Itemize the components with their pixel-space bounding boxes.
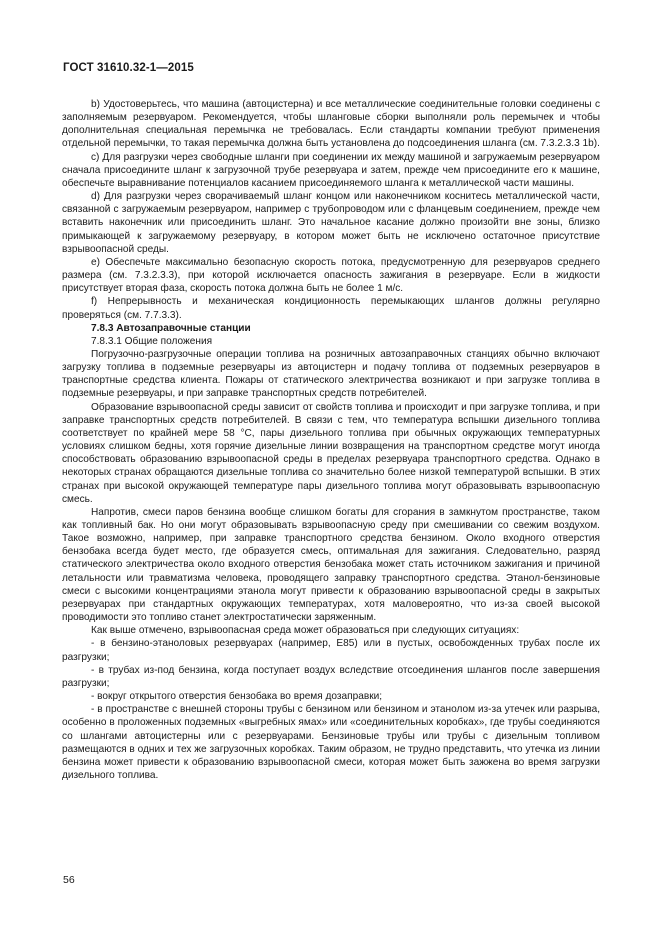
standard-header: ГОСТ 31610.32-1—2015 bbox=[63, 62, 194, 74]
paragraph: Как выше отмечено, взрывоопасная среда может образоваться при следующих ситуациях: bbox=[91, 625, 520, 637]
paragraph: b) Удостоверьтесь, что машина (автоцистерна) и все металлические соединительные головки соединены с заполняемым резервуаром. Рекомендуется, чтобы шланговые сборки выполняли роль перемычек и чтобы дополнительная специальная перемычка не требовалась. Если стандарты компании требуют применения отдельной перемычки, то такая перемычка должна быть установлена до подсоединения шланга (см. 7.3.2.3.3 1b). bbox=[62, 99, 600, 150]
section-heading: 7.8.3 Автозаправочные станции bbox=[91, 322, 251, 334]
paragraph: Напротив, смеси паров бензина вообще слишком богаты для сгорания в замкнутом пространстве, таком как топливный бак. Но они могут образовывать взрывоопасную среду при смешивании со свежим воздухом. Такое возможно, например, при заправке транспортного средства бензином. Около входного отверстия бензобака всегда будет место, где образуется смесь, оптимальная для зажигания. Следовательно, разряд статического электричества около входного отверстия бензобака может стать источником зажигания и причиной летальности или травматизма человека, проводящего заправку транспортного средства. Этанол-бензиновые смеси с высокими концентрациями этанола могут привести к образованию взрывоопасной среды в закрытых резервуарах при стандартных окружающих температурах, хотя маловероятно, что из-за своей высокой проводимости это топливо станет электростатически заряженным. bbox=[62, 506, 600, 624]
paragraph: - в пространстве с внешней стороны трубы с бензином или бензином и этанолом из-за утечек или разрыва, особенно в проложенных подземных «выгребных ямах» или «соединительных коробках», где трубы соединяются со шлангами автоцистерны или с резервуарами. Бензиновые трубы или трубы с дизельным топливом размещаются в одних и тех же загрузочных коробках. Таким образом, не трудно представить, что утечка из линии бензина может привести к образованию взрывоопасной смеси, которая может быть зажжена во время загрузки дизельного топлива. bbox=[62, 704, 600, 781]
paragraph: f) Непрерывность и механическая кондиционность перемыкающих шлангов должны регулярно проверяться (см. 7.7.3.3). bbox=[62, 296, 600, 321]
paragraph: - в трубах из-под бензина, когда поступает воздух вследствие отсоединения шлангов после завершения разгрузки; bbox=[62, 664, 600, 689]
page-number: 56 bbox=[63, 874, 75, 886]
paragraph: Погрузочно-разгрузочные операции топлива на розничных автозаправочных станциях обычно включают загрузку топлива в подземные резервуары из автоцистерн и подачу топлива от подземных резервуаров в транспортные средства клиента. Пожары от статического электричества возникают и при загрузке топлива в подземные резервуары, и при заправке транспортных средств потребителей. bbox=[62, 348, 600, 400]
paragraph: Образование взрывоопасной среды зависит от свойств топлива и происходит и при загрузке топлива, и при заправке транспортных средств потребителей. В связи с тем, что температура вспышки дизельного топлива соответствует по крайней мере 58 °C, пары дизельного топлива при обычных окружающих температурных условиях слишком бедны, хотя горячие дизельные линии возвращения на транспортном средстве могут иногда способствовать образованию взрывоопасной среды в пределах резервуара транспортного средства. Однако в некоторых странах обращаются дизельные топлива со значительно более низкой температурой вспышки. В этих странах при высокой окружающей температуре пары дизельного топлива могут образовывать взрывоопасную смесь. bbox=[62, 401, 600, 505]
paragraph: 7.8.3.1 Общие положения bbox=[91, 335, 213, 347]
paragraph: e) Обеспечьте максимально безопасную скорость потока, предусмотренную для резервуаров среднего размера (см. 7.3.2.3.3), при которой исключается опасность зажигания в резервуаре. Если в жидкости присутствует вторая фаза, скорость потока должна быть не более 1 м/с. bbox=[62, 256, 600, 295]
paragraph: - вокруг открытого отверстия бензобака во время дозаправки; bbox=[91, 691, 383, 703]
body-text bbox=[62, 98, 600, 782]
paragraph: - в бензино-этаноловых резервуарах (например, E85) или в пустых, освобожденных трубах после их разгрузки; bbox=[62, 638, 600, 663]
paragraph: d) Для разгрузки через сворачиваемый шланг концом или наконечником коснитесь металлической части, связанной с загружаемым резервуаром, например с трубопроводом или с фланцевым соединением, прежде чем вставить наконечник или присоединить шланг. Это начальное касание должно произойти вне зоны, близко примыкающей к загружаемому резервуару, в котором может быть не исключено остаточное присутствие взрывоопасной среды. bbox=[62, 191, 600, 255]
paragraph: c) Для разгрузки через свободные шланги при соединении их между машиной и загружаемым резервуаром сначала присоедините шланг к загрузочной трубе резервуара и затем, прежде чем присоедините его к машине, обеспечьте выравнивание потенциалов касанием присоединяемого шланга к металлической части машины. bbox=[62, 151, 600, 189]
